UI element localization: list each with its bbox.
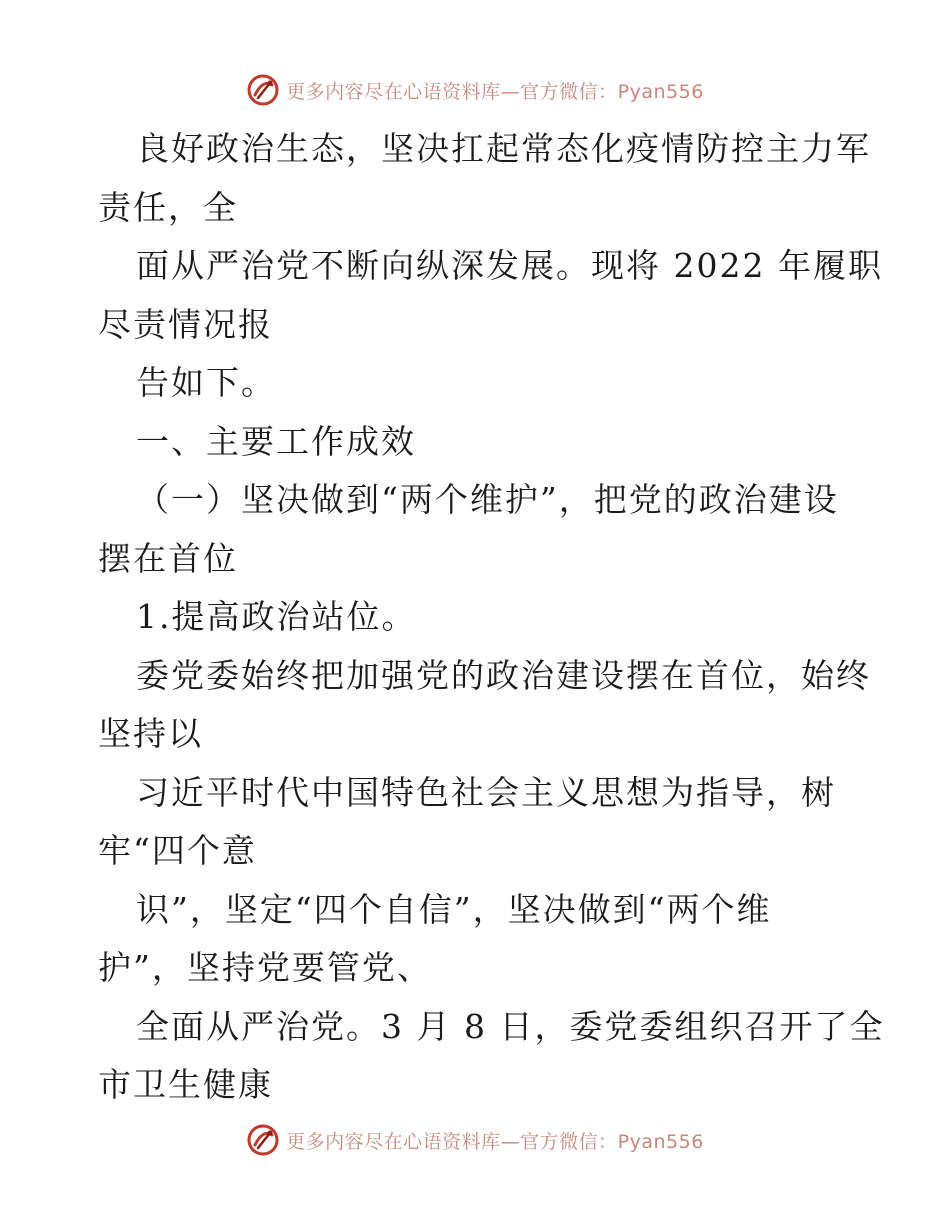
text-line: 良好政治生态，坚决扛起常态化疫情防控主力军 — [136, 129, 871, 168]
text-line: 牢“四个意 — [98, 831, 257, 870]
text-line: 护”，坚持党要管党、 — [98, 948, 432, 987]
document-body — [98, 120, 885, 1115]
brand-logo-icon — [246, 1123, 280, 1157]
text-line: 识”，坚定“四个自信”，坚决做到“两个维 — [136, 889, 772, 929]
text-line: 责任，全 — [98, 187, 238, 227]
text-line: 1.提高政治站位。 — [136, 597, 417, 636]
watermark-text: 更多内容尽在心语资料库—官方微信：Pyan556 — [286, 1130, 704, 1153]
header-watermark — [0, 70, 950, 110]
footer-watermark — [0, 1120, 950, 1160]
text-line: （一）坚决做到“两个维护”，把党的政治建设 — [136, 480, 839, 519]
text-line: 全面从严治党。3 月 8 日，委党委组织召开了全 — [136, 1006, 885, 1046]
text-line: 摆在首位 — [98, 538, 238, 578]
text-line: 委党委始终把加强党的政治建设摆在首位，始终 — [136, 655, 871, 695]
brand-logo-icon — [246, 73, 280, 107]
text-line: 市卫生健康 — [98, 1065, 273, 1104]
text-line: 尽责情况报 — [98, 304, 273, 344]
watermark-text: 更多内容尽在心语资料库—官方微信：Pyan556 — [286, 80, 704, 103]
text-line: 一、主要工作成效 — [136, 421, 416, 461]
text-line: 面从严治党不断向纵深发展。现将 2022 年履职 — [136, 246, 883, 285]
text-line: 坚持以 — [98, 714, 203, 753]
text-line: 告如下。 — [136, 363, 276, 402]
text-line: 习近平时代中国特色社会主义思想为指导，树 — [136, 772, 836, 812]
